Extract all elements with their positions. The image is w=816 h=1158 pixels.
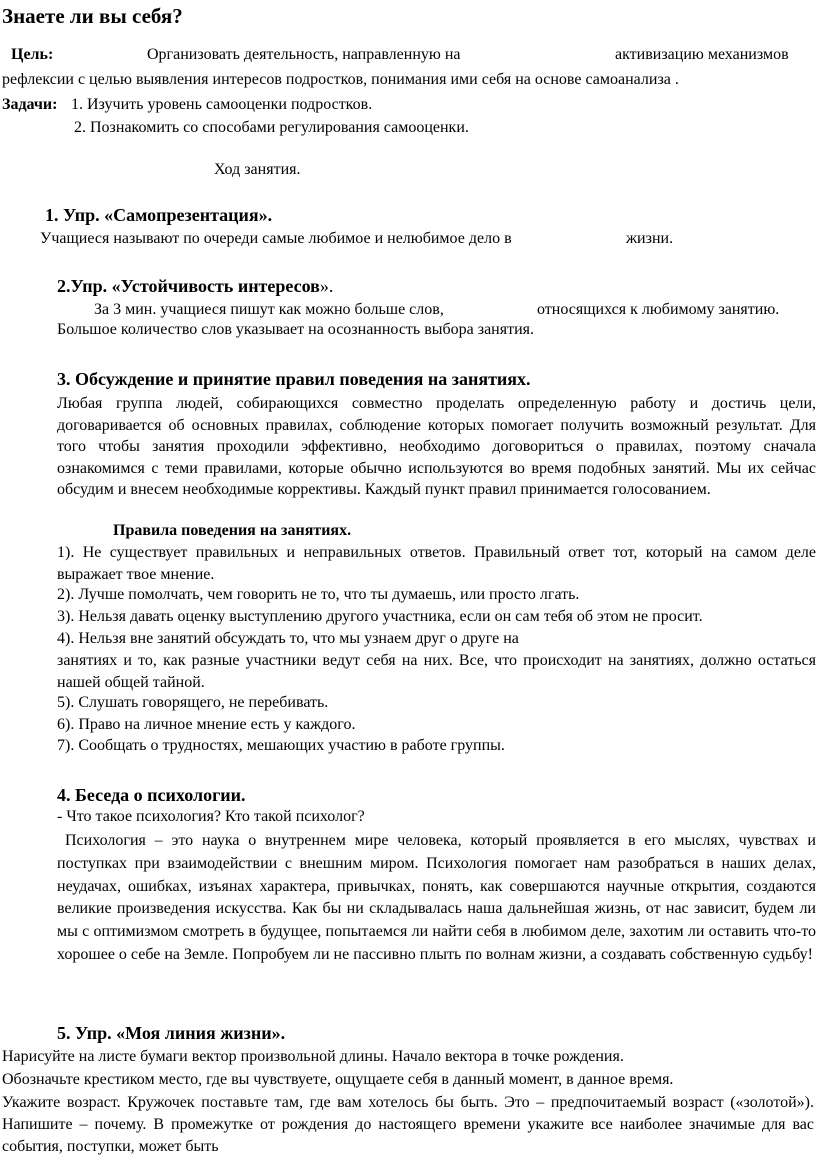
- rule-4-line1: 4). Нельзя вне занятий обсуждать то, что мы узнаем друг о друге на: [57, 630, 519, 647]
- ex3-paragraph: Любая группа людей, собирающихся совместно проделать определенную работу и достичь цели, договаривается об основных правилах, соблюдение которых помогает получить возможный результат. Для того чтобы занятия проходили эффективно, необходимо договориться о правилах, поэтому сначала ознакомимся с теми правилами, которые обычно используются во время подобных занятий. Мы их сейчас обсудим и внесем необходимые коррективы. Каждый пункт правил принимается голосованием.: [57, 395, 816, 498]
- ex5-line2: Обозначьте крестиком место, где вы чувствуете, ощущаете себя в данный момент, в данное время.: [2, 1071, 674, 1088]
- task-item-2: 2. Познакомить со способами регулирования самооценки.: [74, 119, 469, 136]
- ex1-text-a: Учащиеся называют по очереди самые любимое и нелюбимое дело в: [40, 230, 512, 247]
- goal-text-part1: Организовать деятельность, направленную на: [147, 46, 461, 63]
- goal-text-part2: активизацию механизмов: [615, 46, 789, 63]
- ex2-line1-a: За 3 мин. учащиеся пишут как можно больше слов,: [94, 301, 444, 318]
- task-item-1: 1. Изучить уровень самооценки подростков.: [71, 96, 373, 113]
- tasks-label: Задачи:: [2, 96, 58, 113]
- rule-2: 2). Лучше помолчать, чем говорить не то, что ты думаешь, или просто лгать.: [57, 586, 580, 603]
- ex2-line1-b: относящихся к любимому занятию.: [537, 301, 780, 318]
- goal-text-line2: рефлексии с целью выявления интересов подростков, понимания ими себя на основе самоанализа .: [2, 71, 679, 88]
- ex4-question: - Что такое психология? Кто такой психолог?: [57, 808, 365, 825]
- ex3-heading: 3. Обсуждение и принятие правил поведения на занятиях.: [57, 369, 531, 389]
- ex2-heading-end: ».: [319, 276, 334, 296]
- ex4-heading: 4. Беседа о психологии.: [57, 785, 246, 805]
- ex2-line2: Большое количество слов указывает на осознанность выбора занятия.: [57, 321, 535, 338]
- ex1-heading: 1. Упр. «Самопрезентация».: [45, 205, 273, 225]
- rule-7: 7). Сообщать о трудностях, мешающих участию в работе группы.: [57, 737, 505, 754]
- goal-label: Цель:: [11, 46, 54, 63]
- ex4-paragraph: Психология – это наука о внутреннем мире человека, который проявляется в его мыслях, чувствах и поступках при взаимодействии с внешним миром. Психология помогает нам разобраться в наших делах, неудачах, ошибках, изъянах характера, привычках, понять, как совершаются научные открытия, создаются великие произведения искусства. Как бы ни складывалась наша дальнейшая жизнь, от нас зависит, будем ли мы с оптимизмом смотреть в будущее, попытаемся ли найти себя в любимом деле, захотим ли оставить что-то хорошее о себе на Земле. Попробуем ли не пассивно плыть по волнам жизни, а создавать собственную судьбу!: [57, 832, 816, 963]
- ex5-heading: 5. Упр. «Моя линия жизни».: [57, 1023, 286, 1043]
- rule-3: 3). Нельзя давать оценку выступлению другого участника, если он сам тебя об этом не просит.: [57, 608, 703, 625]
- rule-5: 5). Слушать говорящего, не перебивать.: [57, 694, 329, 711]
- rules-title: Правила поведения на занятиях.: [113, 522, 352, 539]
- page-title: Знаете ли вы себя?: [2, 4, 183, 28]
- ex5-paragraph: Укажите возраст. Кружочек поставьте там, где вам хотелось бы быть. Это – предпочитаемый возраст («золотой»). Напишите – почему. В промежутке от рождения до настоящего времени укажите все наиболее значимые для вас события, поступки, может быть: [2, 1094, 814, 1155]
- rule-6: 6). Право на личное мнение есть у каждого.: [57, 716, 356, 733]
- ex2-heading: [57, 276, 333, 296]
- rule-1: 1). Не существует правильных и неправильных ответов. Правильный ответ тот, который на самом деле выражает твое мнение.: [57, 544, 816, 583]
- ex1-text-b: жизни.: [626, 230, 674, 247]
- rule-4-rest: занятиях и то, как разные участники ведут себя на них. Все, что происходит на занятиях, должно остаться нашей общей тайной.: [57, 652, 816, 691]
- ex2-heading-main: 2.Упр. «Устойчивость интересов: [57, 276, 320, 296]
- course-title: Ход занятия.: [214, 161, 301, 178]
- ex5-line1: Нарисуйте на листе бумаги вектор произвольной длины. Начало вектора в точке рождения.: [2, 1048, 624, 1065]
